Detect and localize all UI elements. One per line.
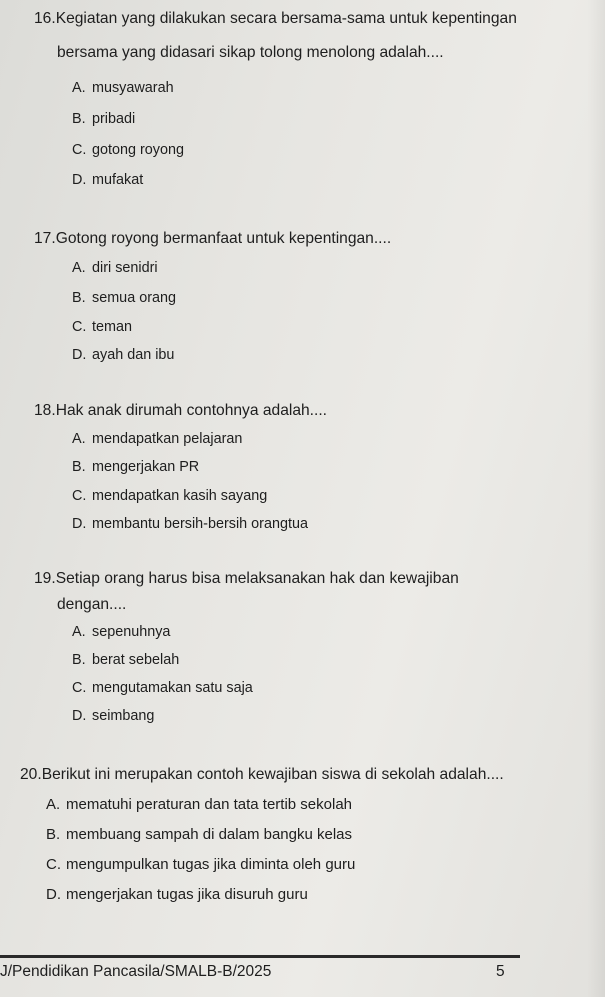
- option-a: A. diri senidri: [72, 260, 158, 276]
- question-stem-line: 18.Hak anak dirumah contohnya adalah....: [34, 402, 328, 419]
- option-b: B. mengerjakan PR: [72, 459, 200, 475]
- question-stem-line: 20.Berikut ini merupakan contoh kewajiban siswa di sekolah adalah....: [20, 766, 504, 783]
- question-number: 16.: [34, 10, 56, 27]
- question-stem-line: 16.Kegiatan yang dilakukan secara bersama-sama untuk kepentingan: [34, 10, 517, 27]
- option-c: C. mengutamakan satu saja: [72, 680, 253, 696]
- question-stem-line: dengan....: [57, 596, 127, 613]
- question-stem-line: bersama yang didasari sikap tolong menolong adalah....: [57, 44, 444, 61]
- option-c: C. mengumpulkan tugas jika diminta oleh guru: [46, 856, 356, 873]
- footer-label: J/Pendidikan Pancasila/SMALB-B/2025: [0, 963, 272, 980]
- paper-shadow: [587, 0, 605, 997]
- option-c: C. teman: [72, 319, 132, 335]
- question-number: 17.: [34, 230, 56, 247]
- option-a: A. sepenuhnya: [72, 624, 171, 640]
- option-d: D. mengerjakan tugas jika disuruh guru: [46, 886, 308, 903]
- option-c: C. gotong royong: [72, 142, 185, 158]
- option-a: A. mematuhi peraturan dan tata tertib sekolah: [46, 796, 353, 813]
- question-number: 20.: [20, 766, 42, 783]
- option-d: D. seimbang: [72, 708, 155, 724]
- page-number: 5: [496, 963, 505, 980]
- option-a: A. musyawarah: [72, 80, 174, 96]
- question-number: 18.: [34, 402, 56, 419]
- option-b: B. membuang sampah di dalam bangku kelas: [46, 826, 353, 843]
- option-b: B. semua orang: [72, 290, 176, 306]
- option-a: A. mendapatkan pelajaran: [72, 431, 243, 447]
- option-b: B. berat sebelah: [72, 652, 180, 668]
- option-d: D. membantu bersih-bersih orangtua: [72, 516, 308, 532]
- question-stem-line: 17.Gotong royong bermanfaat untuk kepentingan....: [34, 230, 392, 247]
- option-b: B. pribadi: [72, 111, 136, 127]
- question-stem-line: 19.Setiap orang harus bisa melaksanakan hak dan kewajiban: [34, 570, 459, 587]
- question-number: 19.: [34, 570, 56, 587]
- option-d: D. ayah dan ibu: [72, 347, 175, 363]
- footer-divider: [0, 955, 520, 958]
- option-c: C. mendapatkan kasih sayang: [72, 488, 268, 504]
- option-d: D. mufakat: [72, 172, 144, 188]
